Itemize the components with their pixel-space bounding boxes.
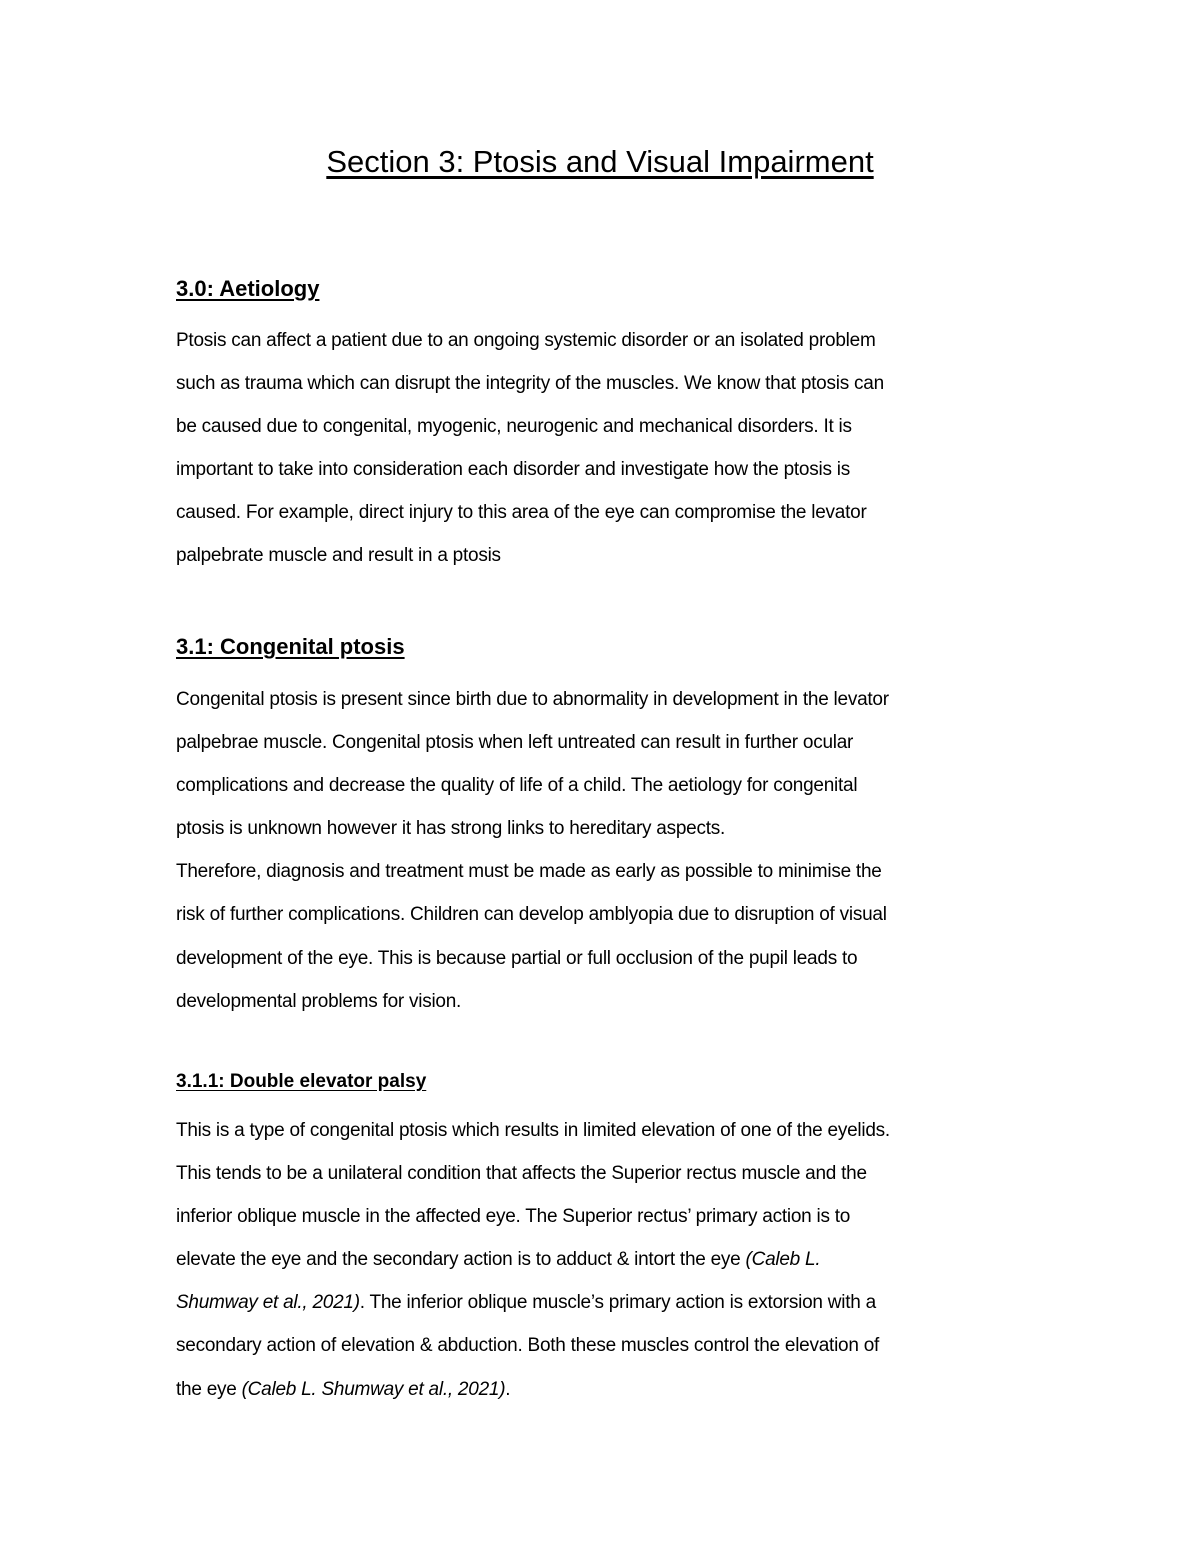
section-double-elevator-palsy [176,1068,1036,1411]
section-heading: 3.1: Congenital ptosis [176,634,405,659]
section-congenital-ptosis [176,632,1036,1023]
body-text: . The inferior oblique muscle’s primary action is extorsion with a [359,1292,876,1314]
citation: Shumway et al., 2021) [176,1292,360,1314]
body-line: development of the eye. This is because partial or full occlusion of the pupil leads to [176,947,858,969]
body-line: inferior oblique muscle in the affected eye. The Superior rectus’ primary action is to [176,1206,851,1228]
body-line: ptosis is unknown however it has strong links to hereditary aspects. [176,818,726,840]
body-line: be caused due to congenital, myogenic, neurogenic and mechanical disorders. It is [176,416,852,438]
body-text: elevate the eye and the secondary action is to adduct & intort the eye [176,1249,746,1271]
body-line: Therefore, diagnosis and treatment must be made as early as possible to minimise the [176,861,882,883]
body-line: Ptosis can affect a patient due to an ongoing systemic disorder or an isolated problem [176,330,876,351]
section-body [176,319,1036,578]
body-line: This is a type of congenital ptosis which results in limited elevation of one of the eyelids. [176,1120,890,1141]
body-line [176,1368,1036,1411]
body-line: Congenital ptosis is present since birth due to abnormality in development in the levator [176,689,889,710]
body-text: the eye [176,1378,242,1400]
body-line: complications and decrease the quality of life of a child. The aetiology for congenital [176,775,858,797]
body-line: palpebrate muscle and result in a ptosis [176,545,501,567]
section-heading: 3.0: Aetiology [176,276,320,301]
body-line [176,1281,1036,1324]
body-line: secondary action of elevation & abduction. Both these muscles control the elevation of [176,1335,880,1357]
body-line: This tends to be a unilateral condition that affects the Superior rectus muscle and the [176,1163,867,1185]
body-line: risk of further complications. Children can develop amblyopia due to disruption of visual [176,904,887,926]
body-line: developmental problems for vision. [176,990,462,1012]
subsection-heading: 3.1.1: Double elevator palsy [176,1071,427,1092]
section-aetiology [176,274,1036,578]
section-body [176,678,1036,1023]
body-text: . [505,1378,511,1400]
document-title: Section 3: Ptosis and Visual Impairment [326,144,874,179]
citation: (Caleb L. Shumway et al., 2021) [241,1378,506,1400]
body-line [176,1238,1036,1281]
body-line: palpebrae muscle. Congenital ptosis when left untreated can result in further ocular [176,732,854,754]
section-body [176,1109,1036,1411]
citation: (Caleb L. [745,1249,821,1271]
body-line: caused. For example, direct injury to this area of the eye can compromise the levator [176,502,867,524]
body-line: such as trauma which can disrupt the integrity of the muscles. We know that ptosis can [176,373,884,395]
body-line: important to take into consideration each disorder and investigate how the ptosis is [176,459,850,481]
